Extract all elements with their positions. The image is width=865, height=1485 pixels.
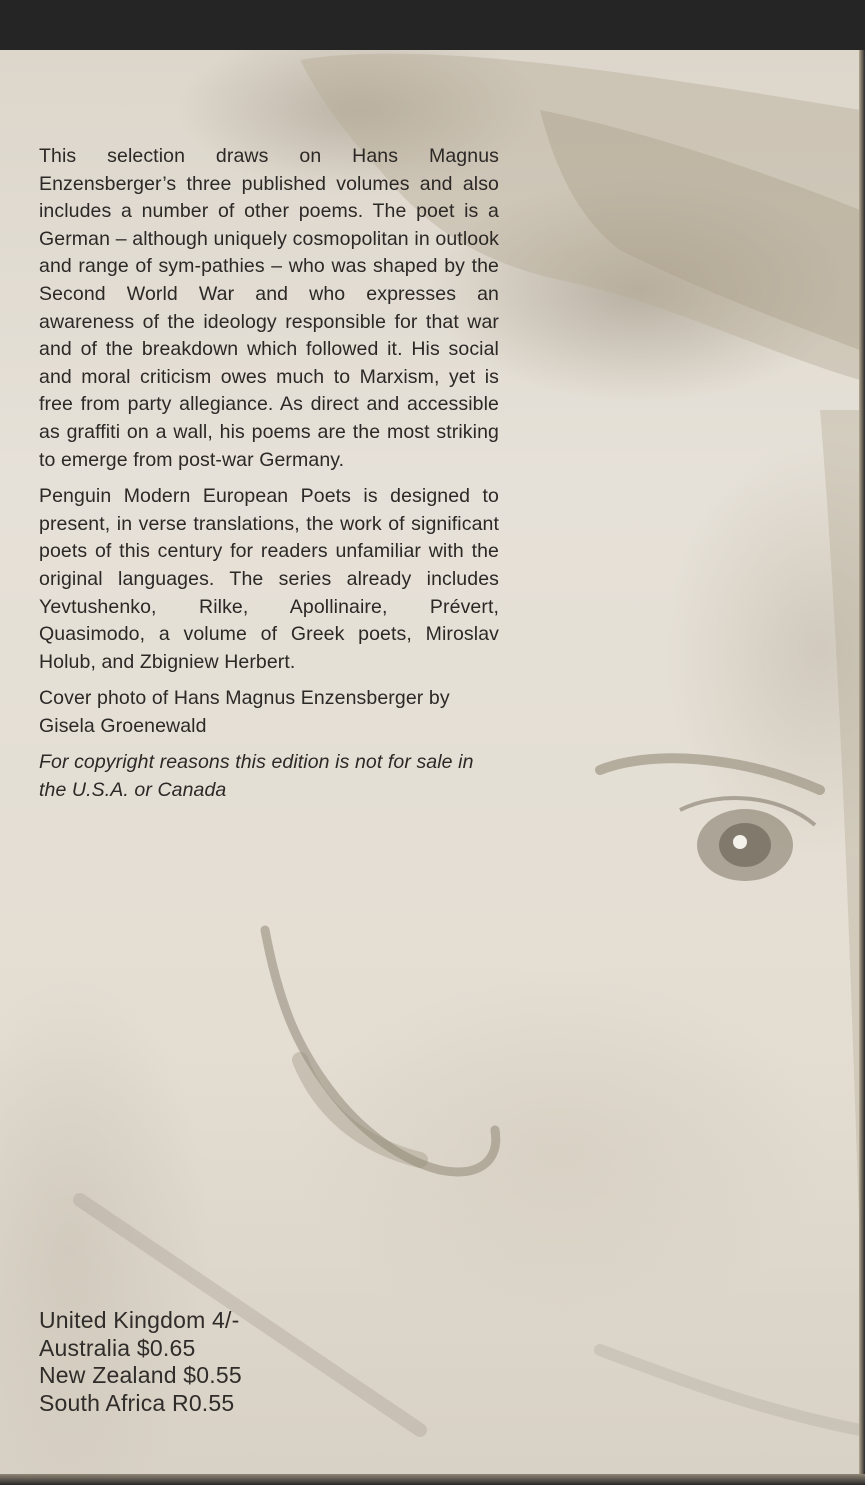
cover-photo-background <box>0 50 860 1474</box>
price-australia: Australia $0.65 <box>39 1334 196 1361</box>
copyright-note: For copyright reasons this edition is not for sale in the U.S.A. or Canada <box>39 751 474 802</box>
photo-credit: Cover photo of Hans Magnus Enzensberger by Gisela Groenewald <box>39 687 450 737</box>
blurb-paragraph-description: This selection draws on Hans Magnus Enzensberger’s three published volumes and also includes a number of other poems. The poet is a German – although uniquely cosmopolitan in outlook and range of sym-pathies – who was shaped by the Second World War and who expresses an awareness of the ideology responsible for that war and of the breakdown which followed it. His social and moral criticism owes much to Marxism, yet is free from party allegiance. As direct and accessible as graffiti on a wall, his poems are the most striking to emerge from post-war Germany. <box>39 145 499 471</box>
price-united-kingdom: United Kingdom 4/- <box>39 1307 240 1333</box>
cover-right-edge <box>859 50 865 1474</box>
blurb-paragraph-series: Penguin Modern European Poets is designed to present, in verse translations, the work of significant poets of this century for readers unfamiliar with the original languages. The series already includes Yevtushenko, Rilke, Apollinaire, Prévert, Quasimodo, a volume of Greek poets, Miroslav Holub, and Zbigniew Herbert. <box>39 485 499 673</box>
price-list <box>39 1307 242 1417</box>
price-new-zealand: New Zealand $0.55 <box>39 1362 242 1388</box>
price-south-africa: South Africa R0.55 <box>39 1389 235 1416</box>
blurb-text <box>39 143 499 814</box>
cover-bottom-edge <box>0 1474 865 1485</box>
